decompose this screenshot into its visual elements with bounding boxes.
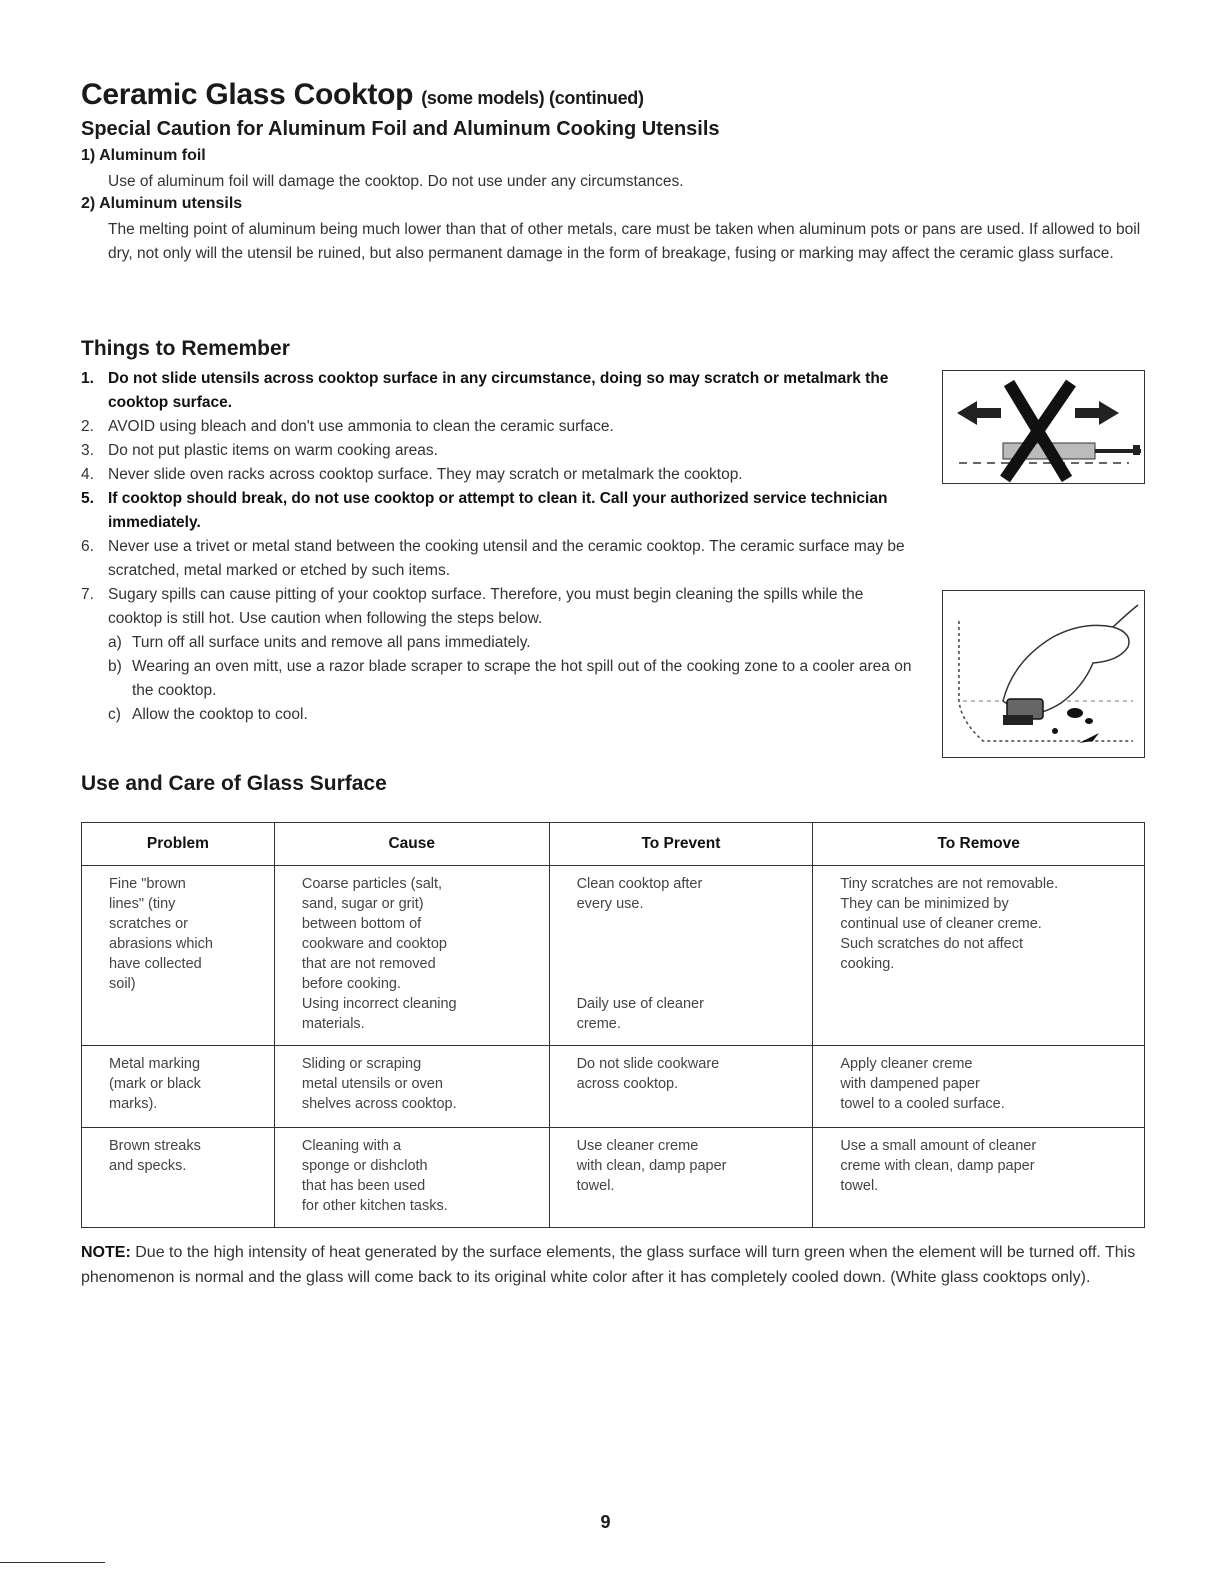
list-item: 3. Do not put plastic items on warm cooking areas. bbox=[81, 442, 438, 459]
aluminum-utensils-text: The melting point of aluminum being much lower than that of other metals, care must be taken when aluminum pots or pans are used. If allowed to boil dry, not only will the utensil be ruined, but also permanent damage in the form of breakage, fusing or marking may affect the ceramic glass surface. bbox=[108, 221, 1141, 262]
cell-remove: Apply cleaner creme with dampened paper towel to a cooled surface. bbox=[813, 1046, 1145, 1128]
title-suffix: (some models) (continued) bbox=[421, 88, 644, 108]
column-header-cause: Cause bbox=[274, 823, 549, 866]
scraper-figure-svg bbox=[943, 591, 1144, 757]
page-number: 9 bbox=[600, 1512, 611, 1532]
cell-prevent: Clean cooktop after every use. Daily use of cleaner creme. bbox=[549, 866, 813, 1046]
cell-problem: Metal marking (mark or black marks). bbox=[82, 1046, 275, 1128]
cell-prevent: Use cleaner creme with clean, damp paper towel. bbox=[549, 1128, 813, 1228]
remember-list bbox=[81, 367, 921, 727]
table-header-row bbox=[82, 823, 1145, 866]
table-row bbox=[82, 1046, 1145, 1128]
cell-problem: Brown streaks and specks. bbox=[82, 1128, 275, 1228]
table-row bbox=[82, 866, 1145, 1046]
note-text: Due to the high intensity of heat generated by the surface elements, the glass surface will turn green when the element will be turned off. This phenomenon is normal and the glass will come back to its original white color after it has completely cooled down. (White glass cooktops only). bbox=[81, 1244, 1136, 1286]
razor-scraper-illustration-icon bbox=[942, 590, 1145, 758]
no-sliding-figure-svg bbox=[943, 371, 1144, 483]
care-table bbox=[81, 822, 1145, 1228]
page-title bbox=[81, 78, 644, 112]
cell-problem: Fine "brown lines" (tiny scratches or abrasions which have collected soil) bbox=[82, 866, 275, 1046]
section-title-aluminum: Special Caution for Aluminum Foil and Aluminum Cooking Utensils bbox=[81, 118, 720, 140]
use-and-care-heading: Use and Care of Glass Surface bbox=[81, 772, 387, 795]
list-item: 7. Sugary spills can cause pitting of your cooktop surface. Therefore, you must begin cleaning the spills while the cooktop is still hot. Use caution when following the steps below. a) Turn off all surface units and remove all pans immediately. b) Wearing an oven mitt, use a razor blade scraper to scrape the hot spill out of the cooking zone to a cooler area on the cooktop. c) Allow the cooktop to cool. bbox=[81, 583, 921, 727]
things-to-remember-heading: Things to Remember bbox=[81, 337, 290, 360]
cell-remove: Use a small amount of cleaner creme with clean, damp paper towel. bbox=[813, 1128, 1145, 1228]
aluminum-foil-text: Use of aluminum foil will damage the cooktop. Do not use under any circumstances. bbox=[108, 173, 684, 190]
column-header-prevent: To Prevent bbox=[549, 823, 813, 866]
list-item: c) Allow the cooktop to cool. bbox=[108, 706, 308, 723]
list-item: 5. If cooktop should break, do not use cooktop or attempt to clean it. Call your authorized service technician immediately. bbox=[81, 490, 888, 531]
footer-rule bbox=[0, 1562, 105, 1563]
cell-cause: Cleaning with a sponge or dishcloth that has been used for other kitchen tasks. bbox=[274, 1128, 549, 1228]
column-header-problem: Problem bbox=[82, 823, 275, 866]
list-item: 2. AVOID using bleach and don't use ammonia to clean the ceramic surface. bbox=[81, 418, 614, 435]
column-header-remove: To Remove bbox=[813, 823, 1145, 866]
cell-prevent: Do not slide cookware across cooktop. bbox=[549, 1046, 813, 1128]
cleaning-steps bbox=[108, 631, 921, 727]
no-sliding-utensils-illustration-icon bbox=[942, 370, 1145, 484]
list-item: a) Turn off all surface units and remove all pans immediately. bbox=[108, 634, 531, 651]
cell-cause: Sliding or scraping metal utensils or oven shelves across cooktop. bbox=[274, 1046, 549, 1128]
list-item: 4. Never slide oven racks across cooktop surface. They may scratch or metalmark the cooktop. bbox=[81, 466, 743, 483]
note-paragraph bbox=[81, 1240, 1145, 1290]
list-item: 6. Never use a trivet or metal stand between the cooking utensil and the ceramic cooktop. The ceramic surface may be scratched, metal marked or etched by such items. bbox=[81, 538, 905, 579]
aluminum-utensils-heading: 2) Aluminum utensils bbox=[81, 195, 243, 212]
note-label: NOTE: bbox=[81, 1244, 131, 1261]
title-main: Ceramic Glass Cooktop bbox=[81, 78, 414, 111]
cell-cause: Coarse particles (salt, sand, sugar or grit) between bottom of cookware and cooktop that are not removed before cooking. Using incorrect cleaning materials. bbox=[274, 866, 549, 1046]
cell-remove: Tiny scratches are not removable. They can be minimized by continual use of cleaner creme. Such scratches do not affect cooking. bbox=[813, 866, 1145, 1046]
list-item: 1. Do not slide utensils across cooktop surface in any circumstance, doing so may scratch or metalmark the cooktop surface. bbox=[81, 370, 889, 411]
table-row bbox=[82, 1128, 1145, 1228]
list-item: b) Wearing an oven mitt, use a razor blade scraper to scrape the hot spill out of the cooking zone to a cooler area on the cooktop. bbox=[108, 658, 912, 699]
aluminum-foil-heading: 1) Aluminum foil bbox=[81, 147, 206, 164]
